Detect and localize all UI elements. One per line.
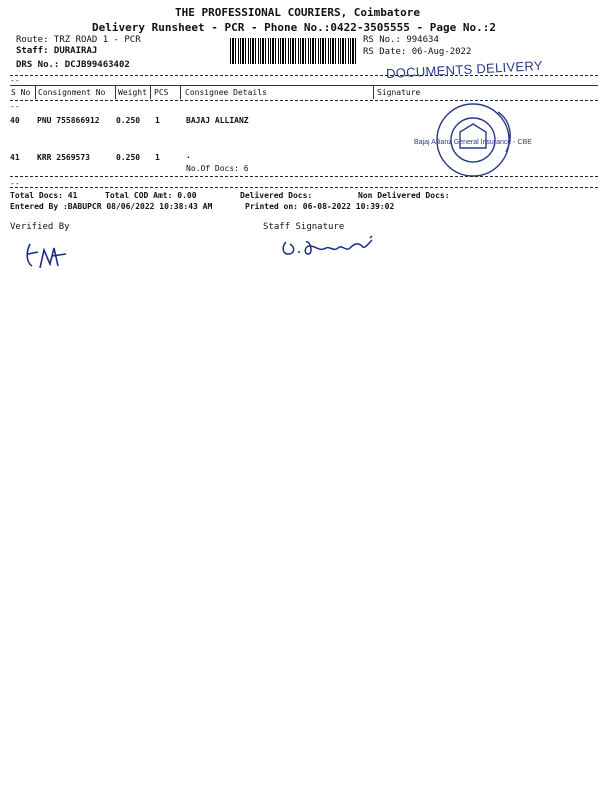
verified-by-label: Verified By xyxy=(10,222,70,232)
row-sno: 41 xyxy=(10,153,20,162)
dash-marks: -- xyxy=(10,102,20,111)
col-sno: S No xyxy=(11,88,31,97)
row-weight: 0.250 xyxy=(116,116,141,125)
row-pcs: 1 xyxy=(155,116,160,125)
verifier-signature xyxy=(22,238,72,274)
delivered-docs: Delivered Docs: xyxy=(240,191,313,200)
staff-signature xyxy=(280,232,385,262)
col-weight: Weight xyxy=(118,88,147,97)
company-title: THE PROFESSIONAL COURIERS, Coimbatore xyxy=(175,6,421,19)
col-consignment: Consignment No xyxy=(38,88,106,97)
row-consignment: KRR 2569573 xyxy=(37,153,90,162)
dash-marks: -- xyxy=(10,179,20,188)
documents-delivery-stamp: DOCUMENTS DELIVERY xyxy=(385,57,544,82)
total-docs: Total Docs: 41 xyxy=(10,191,78,200)
row-consignment: PNU 755866912 xyxy=(37,116,100,125)
row-weight: 0.250 xyxy=(116,153,141,162)
barcode xyxy=(230,38,356,64)
runsheet-subtitle: Delivery Runsheet - PCR - Phone No.:0422-3505555 - Page No.:2 xyxy=(92,21,496,34)
col-signature: Signature xyxy=(377,88,421,97)
seal-text: Bajaj Allianz General Insurance - CBE xyxy=(414,139,532,146)
row-consignee: . xyxy=(186,151,191,160)
total-cod: Total COD Amt: 0.00 xyxy=(105,191,197,200)
entered-by: Entered By :BABUPCR 08/06/2022 10:38:43 AM xyxy=(10,202,213,211)
col-consignee: Consignee Details xyxy=(185,88,267,97)
staff-label: Staff: DURAIRAJ xyxy=(16,46,98,56)
rs-date: RS Date: 06-Aug-2022 xyxy=(363,47,472,57)
dash-marks: -- xyxy=(10,76,20,85)
printed-on: Printed on: 06-08-2022 10:39:02 xyxy=(245,202,395,211)
non-delivered-docs: Non Delivered Docs: xyxy=(358,191,450,200)
col-pcs: PCS xyxy=(154,88,169,97)
drs-number: DRS No.: DCJB99463402 xyxy=(16,60,130,70)
insurance-seal-stamp xyxy=(414,100,532,180)
route-label: Route: TRZ ROAD 1 - PCR xyxy=(16,35,141,45)
row-sno: 40 xyxy=(10,116,20,125)
staff-signature-label: Staff Signature xyxy=(263,222,345,232)
row-consignee: BAJAJ ALLIANZ xyxy=(186,116,249,125)
row-doc-count: No.Of Docs: 6 xyxy=(186,164,249,173)
row-pcs: 1 xyxy=(155,153,160,162)
rs-number: RS No.: 994634 xyxy=(363,35,439,45)
